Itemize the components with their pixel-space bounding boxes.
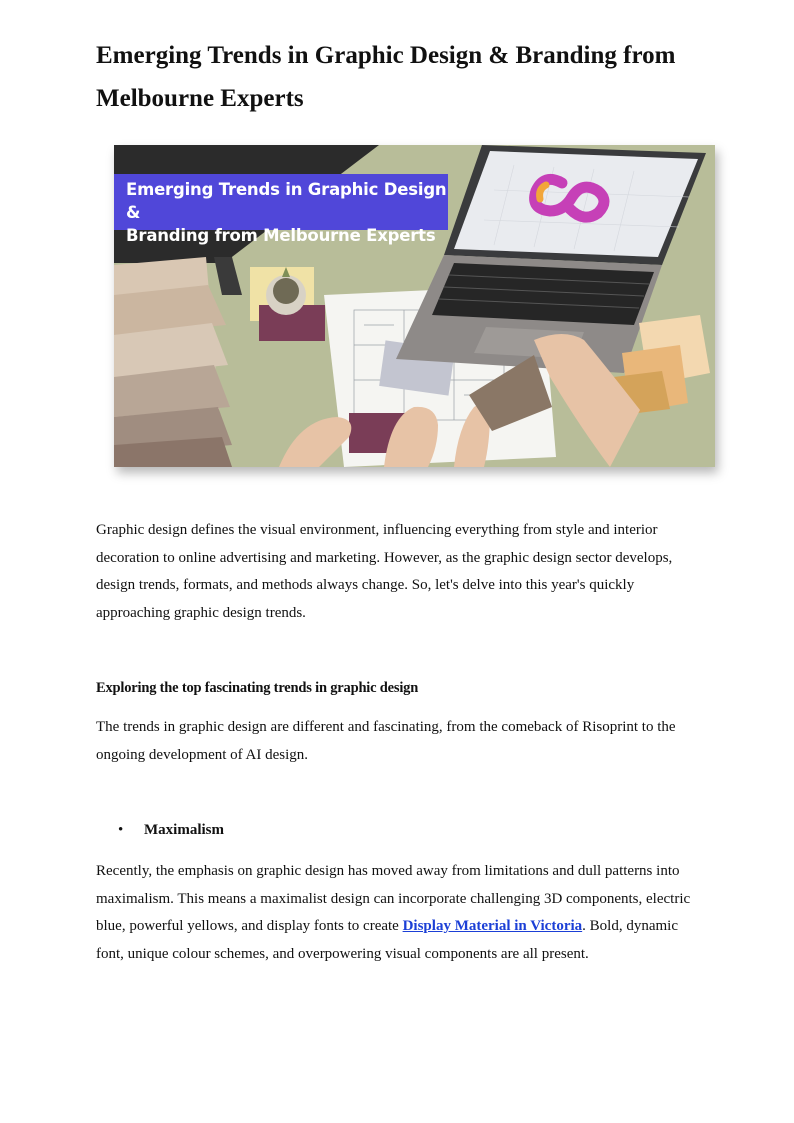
hero-banner-line: Branding from Melbourne Experts [126,226,436,245]
bullet-item [118,822,224,839]
hero-banner [114,174,448,245]
maximalism-text: Recently, the emphasis on graphic design has moved away from limitations and dull patterns into maximalism. This means a maximalist design can incorporate challenging 3D components, electric blue, powerful yellows, and display fonts to create [96,863,691,934]
hero-image [114,145,715,467]
maximalism-paragraph [96,858,702,968]
hero-banner-line: Emerging Trends in Graphic Design & [126,180,447,222]
page-title: Emerging Trends in Graphic Design & Branding from Melbourne Experts [96,42,676,112]
section-heading: Exploring the top fascinating trends in graphic design [96,680,419,696]
section-paragraph: The trends in graphic design are different and fascinating, from the comeback of Risoprint to the ongoing development of AI design. [96,719,676,763]
bullet-icon: • [118,822,124,838]
maximalism-text-end: . Bold, dynamic font, unique colour schemes, and overpowering visual components are all present. [96,918,678,962]
intro-paragraph: Graphic design defines the visual environment, influencing everything from style and interior decoration to online advertising and marketing. However, as the graphic design sector develops, design trends, formats, and methods always change. So, let's delve into this year's quickly approaching graphic design trends. [96,522,673,621]
bullet-label: Maximalism [144,822,224,838]
display-material-link[interactable]: Display Material in Victoria [402,918,583,934]
